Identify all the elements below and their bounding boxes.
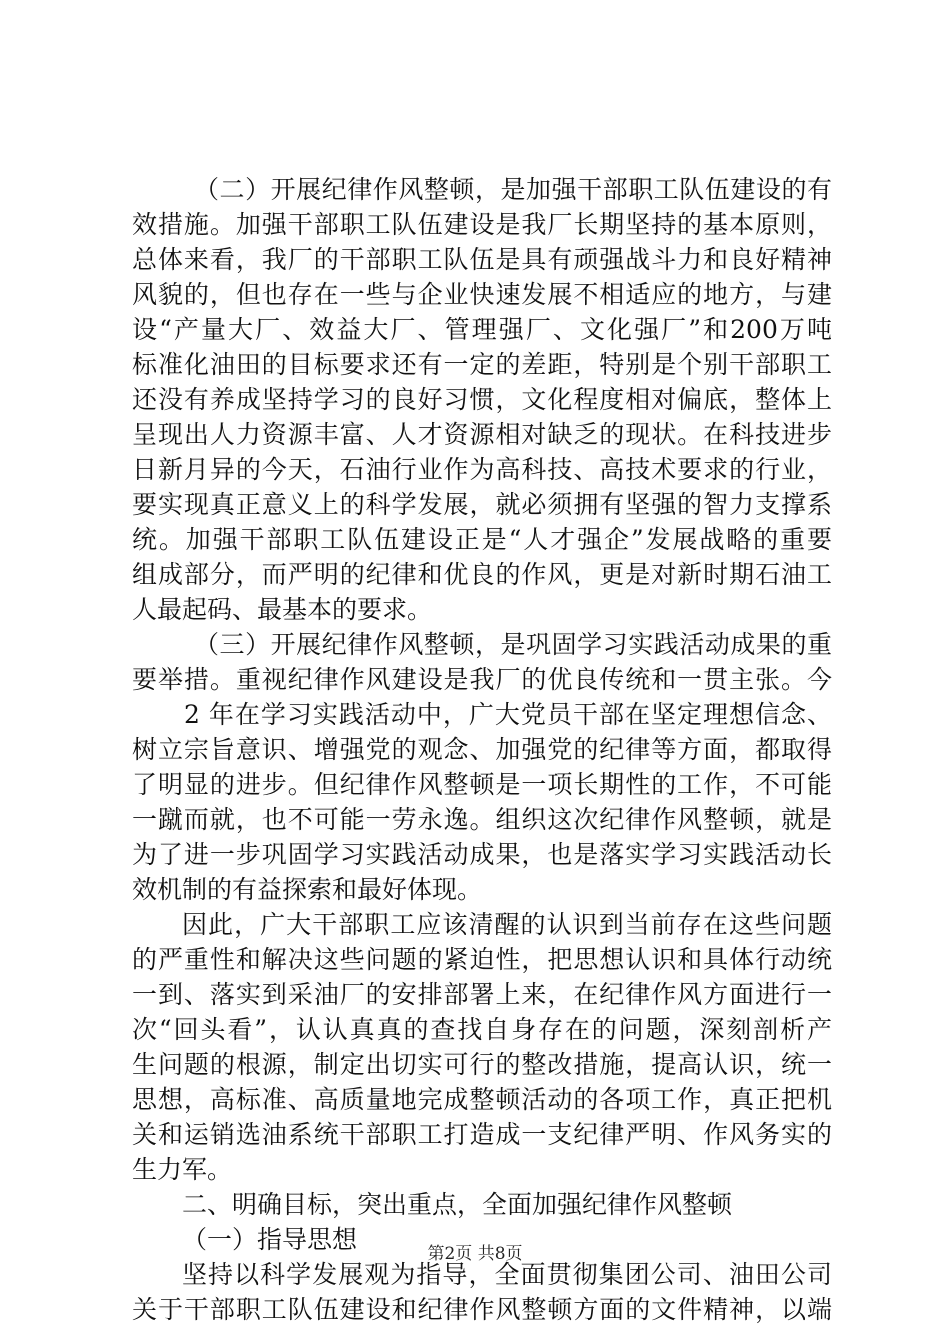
- text-line: 一到、落实到采油厂的安排部署上来，在纪律作风方面进行一: [132, 980, 832, 1009]
- text-line: 设“产量大厂、效益大厂、管理强厂、文化强厂”和200万吨: [132, 315, 832, 344]
- text-line: 坚持以科学发展观为指导，全面贯彻集团公司、油田公司: [182, 1260, 832, 1289]
- page-number-label: 第2页 共8页: [427, 1244, 523, 1264]
- text-line: 还没有养成坚持学习的良好习惯，文化程度相对偏底，整体上: [132, 385, 832, 414]
- text-line: 思想，高标准、高质量地完成整顿活动的各项工作，真正把机: [132, 1085, 832, 1114]
- text-line: 呈现出人力资源丰富、人才资源相对缺乏的现状。在科技进步: [132, 420, 832, 449]
- page-footer: [0, 1244, 950, 1264]
- text-line: （二）开展纪律作风整顿，是加强干部职工队伍建设的有: [194, 175, 832, 204]
- text-line: 生问题的根源，制定出切实可行的整改措施，提高认识，统一: [132, 1050, 832, 1079]
- text-line: 生力军。: [132, 1155, 233, 1184]
- text-line: 总体来看，我厂的干部职工队伍是具有顽强战斗力和良好精神: [132, 245, 832, 274]
- text-line: 组成部分，而严明的纪律和优良的作风，更是对新时期石油工: [132, 560, 832, 589]
- text-line: 为了进一步巩固学习实践活动成果，也是落实学习实践活动长: [132, 840, 832, 869]
- text-line: 2 年在学习实践活动中，广大党员干部在坚定理想信念、: [184, 700, 832, 729]
- text-line: 标准化油田的目标要求还有一定的差距，特别是个别干部职工: [132, 350, 832, 379]
- document-body: [132, 172, 832, 1327]
- text-line: 的严重性和解决这些问题的紧迫性，把思想认识和具体行动统: [132, 945, 832, 974]
- subsection-heading: （一）指导思想: [182, 1225, 358, 1254]
- text-line: 要实现真正意义上的科学发展，就必须拥有坚强的智力支撑系: [132, 490, 832, 519]
- text-line: 要举措。重视纪律作风建设是我厂的优良传统和一贯主张。今: [132, 665, 832, 694]
- section-heading: 二、明确目标，突出重点，全面加强纪律作风整顿: [182, 1190, 733, 1219]
- text-line: 了明显的进步。但纪律作风整顿是一项长期性的工作，不可能: [132, 770, 832, 799]
- text-line: 一蹴而就，也不可能一劳永逸。组织这次纪律作风整顿，就是: [132, 805, 832, 834]
- text-line: 次“回头看”，认认真真的查找自身存在的问题，深刻剖析产: [132, 1015, 832, 1044]
- text-line: 效措施。加强干部职工队伍建设是我厂长期坚持的基本原则，: [132, 210, 832, 239]
- text-line: 因此，广大干部职工应该清醒的认识到当前存在这些问题: [182, 910, 832, 939]
- text-line: 日新月异的今天，石油行业作为高科技、高技术要求的行业，: [132, 455, 832, 484]
- text-line: 人最起码、最基本的要求。: [132, 595, 433, 624]
- text-line: 统。加强干部职工队伍建设正是“人才强企”发展战略的重要: [132, 525, 832, 554]
- text-line: （三）开展纪律作风整顿，是巩固学习实践活动成果的重: [194, 630, 832, 659]
- text-line: 关于干部职工队伍建设和纪律作风整顿方面的文件精神，以端: [132, 1295, 832, 1324]
- text-line: 树立宗旨意识、增强党的观念、加强党的纪律等方面，都取得: [132, 735, 832, 764]
- text-line: 关和运销选油系统干部职工打造成一支纪律严明、作风务实的: [132, 1120, 832, 1149]
- text-line: 效机制的有益探索和最好体现。: [132, 875, 483, 904]
- text-line: 风貌的，但也存在一些与企业快速发展不相适应的地方，与建: [132, 280, 832, 309]
